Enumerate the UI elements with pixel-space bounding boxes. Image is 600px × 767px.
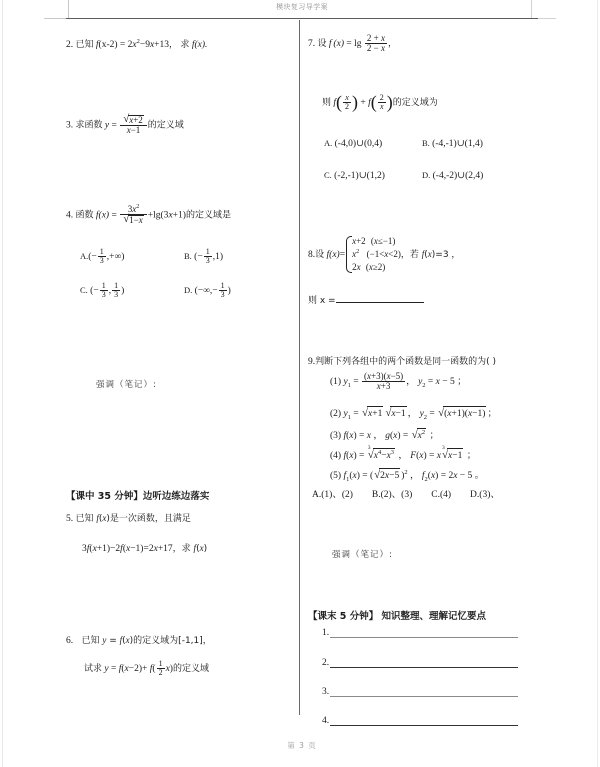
question-2 bbox=[66, 38, 207, 53]
question-7-f1: f bbox=[333, 98, 337, 109]
answer-line-4-number: 4. bbox=[322, 716, 330, 726]
question-4-option-a-value: (− $\frac{1}{3}$ ,+∞) bbox=[88, 246, 125, 265]
question-6-line2: 试求 y = f(x−2)+ f( $\frac{1}{2}$ x)的定义域 bbox=[84, 658, 209, 677]
question-9-item-1-y2: $y_2 = x - 5$ ； bbox=[418, 377, 467, 390]
footer-page-number: 第 3 页 bbox=[287, 741, 317, 750]
question-7-tail: 的定义域为 bbox=[392, 98, 438, 109]
question-7-option-b-value: (-4,-1)∪(1,4) bbox=[432, 139, 483, 149]
question-2-tail: f(x). bbox=[191, 40, 208, 50]
question-7-lead2: 则 bbox=[322, 98, 332, 109]
question-8-equals: = bbox=[339, 249, 346, 260]
question-7-option-c-value: (-2,-1)∪(1,2) bbox=[334, 171, 385, 181]
question-7-option-b[interactable] bbox=[422, 138, 483, 149]
question-5-line1 bbox=[66, 512, 191, 527]
question-3-number: 3. bbox=[66, 120, 74, 131]
question-8 bbox=[308, 235, 460, 274]
question-6-expression: y = f(x−2)+ f( $\frac{1}{2}$ x) bbox=[104, 658, 173, 677]
question-3-denominator: x−1 bbox=[120, 125, 147, 135]
question-4-log: lg(3x+1) bbox=[153, 210, 186, 221]
question-4-option-d-value: (−∞,− $\frac{1}{3}$ ) bbox=[194, 280, 231, 299]
answer-line-1-rule bbox=[330, 628, 518, 638]
question-2-number: 2. bbox=[66, 40, 74, 50]
answer-line-2-rule bbox=[330, 658, 518, 668]
section-heading-class-mid: 【课中 35 分钟】边听边练边落实 bbox=[66, 491, 210, 502]
answer-line-4[interactable] bbox=[322, 716, 518, 726]
question-6-text1: 已知 y = f(x)的定义域为[-1,1]， bbox=[81, 635, 212, 646]
question-7-line1 bbox=[308, 34, 397, 54]
emphasis-note-label-2: 强调（笔记）: bbox=[332, 550, 393, 560]
answer-line-1[interactable] bbox=[322, 628, 518, 638]
question-4-option-a-label: A. bbox=[80, 251, 89, 262]
question-2-comma: ， bbox=[169, 40, 179, 50]
question-4-lead: 函数 bbox=[75, 210, 94, 221]
question-4-option-c[interactable] bbox=[80, 282, 124, 300]
question-2-ask: 求 bbox=[180, 40, 190, 50]
question-7-option-a-label: A. bbox=[324, 138, 333, 148]
question-7-option-c-label: C. bbox=[324, 170, 332, 180]
question-9-prompt-row bbox=[308, 355, 496, 370]
answer-line-3-number: 3. bbox=[322, 687, 330, 697]
question-7-comma: ， bbox=[387, 39, 397, 50]
answer-line-2-number: 2. bbox=[322, 658, 330, 668]
question-7-option-a-value: (-4,0)∪(0,4) bbox=[334, 139, 383, 149]
question-8-number: 8. bbox=[308, 249, 316, 260]
question-5-text1: 已知 f(x)是一次函数，且满足 bbox=[75, 513, 191, 524]
question-4-fraction bbox=[120, 205, 147, 226]
question-3-equals: = bbox=[111, 120, 117, 131]
question-2-lead: 已知 bbox=[75, 40, 94, 50]
question-7-option-d-label: D. bbox=[422, 170, 431, 180]
question-7-f: f (x) bbox=[328, 39, 344, 50]
question-8-tail: ，若 f(x)=3 ， bbox=[400, 248, 461, 260]
question-7-f2: f bbox=[368, 98, 371, 109]
question-6-line1 bbox=[66, 634, 212, 649]
question-9-item-1-sep: ， bbox=[406, 377, 416, 388]
question-9-item-1-fraction: $\frac{(x+3)(x-5)}{x+3}$ bbox=[364, 370, 404, 391]
question-7-lg: lg bbox=[354, 39, 362, 50]
question-8-f: f(x) bbox=[326, 249, 340, 260]
question-7-option-a[interactable] bbox=[324, 138, 382, 149]
column-divider bbox=[299, 20, 300, 715]
question-7-plus: + bbox=[360, 98, 366, 109]
question-5-equation: 3f(x+1)−2f(x−1)=2x+17 bbox=[82, 544, 173, 554]
question-4-plus: + bbox=[147, 210, 154, 221]
page-footer bbox=[66, 735, 538, 753]
question-7-fraction bbox=[365, 34, 387, 54]
question-5-line2: 3f(x+1)−2f(x−1)=2x+17，求 f(x) bbox=[82, 543, 208, 554]
question-3 bbox=[66, 115, 184, 136]
answer-line-4-rule bbox=[330, 716, 518, 726]
question-4-tail: 的定义域是 bbox=[185, 210, 231, 221]
question-9-item-5-value: $f_1(x)$ = ( √ 2x−5 )$^2$ ， $f_2(x) = 2x - 5$ 。 bbox=[343, 471, 484, 481]
question-9-item-3-tag: (3) bbox=[330, 431, 342, 441]
question-8-piece-3: 2x (x≥2) bbox=[352, 261, 386, 272]
question-4-option-b-value: (− $\frac{1}{3}$ ,1) bbox=[194, 246, 223, 265]
question-9-number: 9. bbox=[308, 357, 316, 367]
question-7-option-d-value: (-4,-2)∪(2,4) bbox=[432, 171, 484, 181]
question-6-lead2: 试求 bbox=[84, 664, 103, 675]
question-8-answer-blank[interactable] bbox=[336, 292, 424, 303]
question-5-number: 5. bbox=[66, 514, 74, 524]
question-4-option-d-label: D. bbox=[184, 285, 193, 296]
question-4 bbox=[66, 205, 231, 226]
question-8-piece-2: $x^2$ (−1<x<2) bbox=[352, 248, 401, 259]
answer-line-3[interactable] bbox=[322, 687, 518, 697]
question-4-option-b[interactable] bbox=[184, 248, 223, 266]
page-edge-right bbox=[597, 0, 598, 767]
question-4-option-b-label: B. bbox=[184, 251, 192, 262]
page-body bbox=[66, 20, 538, 727]
question-9-prompt: 判断下列各组中的两个函数是同一函数的为( ) bbox=[315, 357, 497, 367]
header-rule bbox=[66, 18, 538, 19]
question-7-arg2: $\frac{2}{x}$ bbox=[379, 92, 384, 111]
question-3-lead: 求函数 bbox=[75, 120, 103, 131]
question-6-number: 6. bbox=[66, 636, 74, 646]
question-9-options[interactable]: A.(1)、(2) B.(2)、(3) C.(4) D.(3)、 bbox=[312, 490, 500, 500]
page-edge-left bbox=[2, 0, 3, 767]
right-column bbox=[308, 20, 540, 727]
question-7-option-d[interactable] bbox=[422, 170, 483, 181]
question-9-item-2-tag: (2) bbox=[330, 409, 342, 419]
question-3-tail: 的定义域 bbox=[147, 120, 184, 131]
question-9-item-1: (1) $y_1$ = $\frac{(x+3)(x-5)}{x+3}$ ， $y_2 = x - 5$ ； bbox=[330, 370, 467, 391]
question-9-item-1-tag: (1) bbox=[330, 377, 342, 388]
question-9-item-1-y1: $y_1$ bbox=[343, 377, 351, 390]
question-7-numerator: 2 + x bbox=[366, 32, 385, 43]
question-7-arg1: $\frac{x}{2}$ bbox=[345, 92, 350, 111]
question-2-arg: (x-2) bbox=[98, 40, 118, 50]
header-title: 模块复习导学案 bbox=[276, 3, 328, 11]
question-7-number: 7. bbox=[308, 39, 316, 50]
question-7-line2: 则 f( $\frac{x}{2}$ ) + f( $\frac{2}{x}$ )的定义域为 bbox=[322, 91, 438, 112]
question-2-expr-a: $2x^2-9x+13$ bbox=[127, 37, 170, 50]
question-4-equals: = bbox=[111, 210, 117, 221]
question-7-lead: 设 bbox=[317, 39, 327, 50]
question-8-answer bbox=[308, 292, 424, 309]
question-3-y: y bbox=[104, 120, 110, 131]
question-7-option-c[interactable] bbox=[324, 170, 385, 181]
question-7-equals: = bbox=[346, 39, 352, 50]
emphasis-note-label-1: 强调（笔记）: bbox=[96, 380, 157, 390]
answer-line-2[interactable] bbox=[322, 658, 518, 668]
answer-line-1-number: 1. bbox=[322, 628, 330, 638]
question-9-item-4 bbox=[330, 448, 476, 463]
question-9-item-4-tag: (4) bbox=[330, 451, 342, 461]
question-4-option-c-value: (− $\frac{1}{3}$ , $\frac{1}{3}$ ) bbox=[90, 280, 125, 299]
question-9-item-2-value: $y_1$ = √ x+1 √ x−1 ， $y_2$ = √ (x+1)(x−1) ； bbox=[343, 409, 497, 419]
question-8-answer-lead: 则 x = bbox=[308, 296, 336, 306]
question-9-item-2 bbox=[330, 406, 497, 421]
left-column bbox=[66, 20, 290, 727]
answer-line-3-rule bbox=[330, 687, 518, 697]
page-header bbox=[66, 0, 538, 19]
question-3-fraction bbox=[120, 115, 147, 136]
section-heading-class-end: 【课末 5 分钟】 知识整理、理解记忆要点 bbox=[308, 611, 487, 622]
question-9-item-3-value: f(x) = x ， g(x) = √ $x^2$ ； bbox=[343, 431, 439, 441]
question-4-numerator: $3x^2$ bbox=[127, 203, 140, 214]
question-4-option-c-label: C. bbox=[80, 285, 88, 296]
question-8-lead: 设 bbox=[315, 249, 325, 260]
question-9-item-3 bbox=[330, 428, 439, 443]
question-7-option-b-label: B. bbox=[422, 138, 430, 148]
question-4-denominator: √ 1−x bbox=[120, 214, 147, 225]
question-9-item-4-value: f(x) = √ $x^4-x^3$ 3 ， F(x) = x √ x−1 3 ； bbox=[343, 451, 476, 461]
question-8-piece-1: x+2 (x≤−1) bbox=[352, 235, 396, 246]
question-2-equals: = bbox=[119, 40, 126, 50]
question-7-denominator: 2 − x bbox=[366, 42, 385, 53]
question-4-option-a[interactable] bbox=[80, 248, 124, 266]
question-4-number: 4. bbox=[66, 210, 74, 221]
question-4-option-d[interactable] bbox=[184, 282, 231, 300]
question-3-numerator: √ x+2 bbox=[120, 115, 147, 125]
question-8-piecewise bbox=[345, 235, 401, 274]
question-4-f: f(x) bbox=[95, 210, 110, 221]
question-9-item-5-tag: (5) bbox=[330, 471, 342, 481]
question-9-item-5 bbox=[330, 468, 484, 483]
question-2-fx: f bbox=[95, 40, 99, 50]
